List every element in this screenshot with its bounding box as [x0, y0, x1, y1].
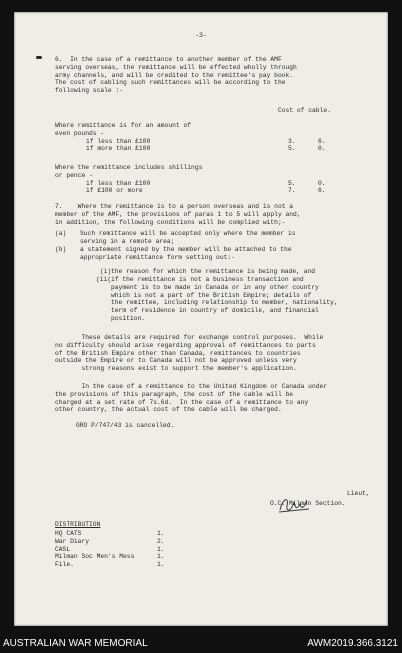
sub-ii-line: which is not a part of the British Empire; details of: [111, 291, 312, 299]
page-number: -3-: [195, 32, 207, 39]
footer-bar: [0, 628, 402, 653]
item-b-marker: (b): [55, 246, 67, 253]
para7-line: in addition, the following conditions will be complied with;-: [55, 218, 286, 226]
scale-condition: if less than £100: [86, 137, 151, 145]
scale-condition: if less than £100: [86, 179, 151, 187]
para7-line: member of the AMF, the provisions of paras 1 to 5 will apply and,: [55, 210, 301, 218]
cost-pence: 6.: [318, 187, 326, 195]
cost-pence: 0.: [318, 179, 326, 187]
para6-line: The cost of cabling such remittances will be according to the: [55, 79, 286, 87]
item-a-marker: (a): [55, 230, 67, 237]
scale-condition: if more than £100: [86, 145, 151, 153]
footer-institution: AUSTRALIAN WAR MEMORIAL: [3, 638, 148, 649]
para-uk-line: the provisions of this paragraph, the cost of the cable will be: [55, 390, 294, 398]
item-b-line: a statement signed by the member will be attached to the: [80, 246, 292, 253]
footer-accession-number: AWM2019.366.3121: [307, 638, 398, 649]
distribution-quantity: 1.: [157, 561, 165, 569]
para-exchange-line: These details are required for exchange control purposes. While: [55, 334, 324, 341]
sub-ii-line: term of residence in country of domicile, and financial: [111, 307, 319, 315]
distribution-recipient: CASL: [55, 545, 71, 553]
para-exchange-line: strong reasons exist to support the member's application.: [55, 365, 297, 373]
document-page: [14, 12, 388, 626]
distribution-recipient: File.: [55, 561, 74, 569]
para-exchange-line: of the British Empire other than Canada, remittances to countries: [55, 349, 301, 357]
cost-shillings: 5.: [288, 179, 296, 187]
para-exchange-line: outside the Empire or to Canada will not be approved unless very: [55, 357, 297, 365]
para6-line: army channels, and will be credited to the remittee's pay book.: [55, 71, 294, 79]
para7-line: 7. Where the remittance is to a person overseas and is not a: [55, 203, 294, 210]
handwritten-signature: [277, 494, 313, 516]
cost-pence: 0.: [318, 145, 326, 153]
item-a-line: serving in a remote area;: [80, 237, 175, 245]
sub-ii-line: payment is to be made in Canada or in any other country: [111, 283, 319, 291]
sub-i-line: the reason for which the remittance is being made, and: [111, 268, 316, 275]
para-exchange-line: no difficulty should arise regarding approval of remittances to parts: [55, 341, 316, 349]
para6-line: serving overseas, the remittance will be effected wholly through: [55, 63, 297, 71]
distribution-recipient: HQ CATS: [55, 530, 82, 537]
distribution-quantity: 1.: [157, 530, 165, 537]
distribution-heading: DISTRIBUTION: [55, 521, 101, 528]
scale-group-label: even pounds -: [55, 129, 105, 137]
distribution-quantity: 1.: [157, 545, 165, 553]
cost-pence: 6.: [318, 137, 326, 145]
para6-line: following scale :-: [55, 87, 124, 95]
distribution-quantity: 1.: [157, 553, 165, 561]
signature-rank: Lieut,: [347, 490, 370, 497]
cost-shillings: 5.: [288, 145, 296, 153]
sub-ii-marker: (ii(: [96, 276, 112, 283]
sub-i-marker: (i): [100, 268, 112, 275]
para-uk-line: charged at a set rate of 7s.6d. In the case of a remittance to any: [55, 398, 309, 406]
cost-shillings: 3.: [288, 137, 296, 145]
cost-column-header: Cost of cable.: [278, 107, 331, 114]
distribution-recipient: War Diary: [55, 537, 90, 545]
sub-ii-line: position.: [111, 315, 146, 322]
item-a-line: Such remittance will be accepted only where the member is: [80, 230, 296, 237]
sub-ii-line: if the remittance is not a business transaction and: [111, 276, 304, 283]
para6-line: 6. In the case of a remittance to another member of the AMF: [55, 56, 282, 63]
item-b-line: appropriate remittance form setting out:-: [80, 253, 235, 261]
ink-mark: [36, 56, 42, 59]
para-uk-line: In the case of a remittance to the United Kingdom or Canada under: [55, 383, 328, 390]
sub-ii-line: the remittee, including relationship to member, nationality,: [111, 299, 338, 307]
scale-group-label: Where the remittance includes shillings: [55, 164, 203, 171]
distribution-recipient: Milman Soc Men's Mess: [55, 553, 135, 561]
signature-title: O.C. Milman Section.: [270, 500, 346, 507]
cost-shillings: 7.: [288, 187, 296, 195]
scale-group-label: or pence -: [55, 171, 93, 179]
para-uk-line: other country, the actual cost of the cable will be charged.: [55, 406, 282, 414]
scale-group-label: Where remittance is for an amount of: [55, 122, 192, 129]
cancellation-note: GRO P/747/43 is cancelled.: [76, 422, 175, 429]
distribution-quantity: 2.: [157, 537, 165, 545]
scale-condition: if £100 or more: [86, 187, 143, 195]
